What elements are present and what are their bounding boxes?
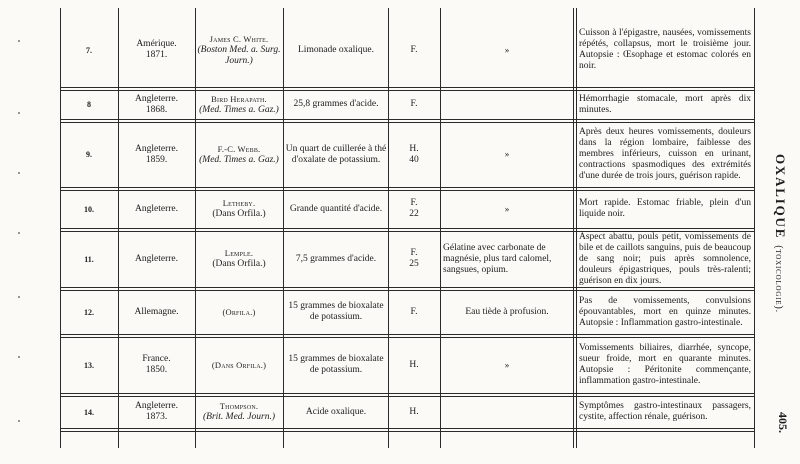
case-treatment: »: [504, 44, 510, 55]
margin-dot: [18, 232, 20, 234]
page-number: 405.: [776, 412, 790, 433]
margin-dot: [18, 40, 20, 42]
case-symptoms: Hémorrhagie stomacale, mort après dix minutes.: [579, 93, 751, 115]
case-author: F.-C. Webb. (Med. Times a. Gaz.): [199, 143, 279, 165]
case-symptoms: Vomissements biliaires, diarrhée, syncope, sueur froide, mort en quarante minutes. Autopsie : Péritonite commençante, inflammation gastro-intestinale.: [579, 343, 751, 386]
case-symptoms: Mort rapide. Estomac friable, plein d'un liquide noir.: [579, 198, 751, 219]
margin-dot: [18, 296, 20, 298]
column-rule: [754, 8, 755, 448]
case-place: Angleterre. 1868.: [135, 93, 178, 115]
margin-dot: [18, 172, 20, 174]
case-number: 11.: [84, 254, 94, 264]
case-number: 7.: [86, 45, 92, 55]
case-dose: 15 grammes de bioxalate de potassium.: [288, 354, 384, 375]
case-author: James C. White. (Boston Med. a. Surg. Journ.): [197, 33, 281, 66]
case-sex-age: F.: [410, 306, 418, 317]
case-symptoms: Après deux heures vomissements, douleurs dans la région lombaire, faiblesse des membres inférieurs, cuisson en urinant, contractions spasmodiques des extrémités d'une durée de trois jours, guérison rapide.: [579, 127, 751, 181]
case-treatment: Eau tiède à profusion.: [465, 306, 549, 317]
case-treatment: »: [504, 203, 510, 214]
case-symptoms: Pas de vomissements, convulsions épouvantables, mort en quinze minutes. Autopsie : Inflammation gastro-intestinale.: [579, 295, 751, 328]
case-number: 9.: [86, 150, 92, 159]
case-place: France. 1850.: [142, 354, 171, 375]
case-sex-age: H.: [409, 359, 419, 370]
running-title-main: OXALIQUE: [773, 154, 788, 240]
case-dose: Un quart de cuillerée à thé d'oxalate de potassium.: [285, 143, 387, 165]
margin-dot: [18, 356, 20, 358]
case-author: (Orfila.): [222, 306, 256, 317]
case-author: (Dans Orfila.): [211, 359, 267, 370]
case-dose: 15 grammes de bioxalate de potassium.: [288, 301, 384, 322]
case-author: Bird Herapath. (Med. Times a. Gaz.): [199, 93, 279, 115]
case-sex-age: F.: [410, 99, 418, 109]
margin-dot: [18, 420, 20, 422]
case-author: Lemple. (Dans Orfila.): [212, 248, 266, 269]
case-place: Amérique. 1871.: [136, 39, 177, 60]
case-author: Letheby. (Dans Orfila.): [212, 198, 266, 219]
case-sex-age: H. 40: [409, 143, 419, 165]
case-place: Angleterre.: [135, 203, 178, 214]
case-sex-age: F. 22: [409, 198, 419, 219]
case-number: 13.: [84, 360, 94, 370]
case-symptoms: Symptômes gastro-intestinaux passagers, cystite, affection rénale, guérison.: [579, 401, 751, 422]
running-title-sub: (toxicologie).: [773, 245, 784, 313]
case-treatment: [441, 89, 573, 120]
case-sex-age: F. 25: [409, 248, 419, 269]
case-dose: Acide oxalique.: [305, 406, 367, 417]
case-treatment: »: [504, 149, 510, 159]
case-treatment: »: [504, 359, 510, 370]
case-sex-age: F.: [410, 44, 418, 55]
case-symptoms: Cuisson à l'épigastre, nausées, vomissements répétés, collapsus, mort le troisième jour. Autopsie : Œsophage et estomac colorés en noir.: [579, 28, 751, 71]
case-number: 10.: [84, 204, 94, 214]
case-dose: 25,8 grammes d'acide.: [293, 99, 379, 109]
case-place: Angleterre. 1859.: [135, 143, 178, 165]
case-treatment: Gélatine avec carbonate de magnésie, plus tard calomel, sangsues, opium.: [443, 242, 552, 275]
case-number: 14.: [84, 407, 94, 417]
case-place: Angleterre.: [135, 253, 178, 264]
case-number: 12.: [84, 307, 94, 317]
case-sex-age: H.: [409, 406, 419, 417]
case-place: Angleterre. 1873.: [135, 401, 178, 422]
case-place: Allemagne.: [134, 306, 179, 317]
margin-dot: [18, 112, 20, 114]
case-symptoms: Aspect abattu, pouls petit, vomissements de bile et de caillots sanguins, puis de beaucoup de sang noir; puis après somnolence, douleurs épigastriques, pouls très-ralenti; guérison en dix jours.: [579, 231, 751, 286]
case-number: 8: [87, 100, 91, 109]
case-dose: Limonade oxalique.: [298, 44, 374, 55]
case-dose: Grande quantité d'acide.: [289, 203, 383, 214]
running-title: [772, 154, 788, 313]
case-author: Thompson. (Brit. Med. Journ.): [202, 401, 276, 422]
case-treatment: [441, 395, 573, 429]
case-dose: 7,5 grammes d'acide.: [295, 253, 377, 264]
